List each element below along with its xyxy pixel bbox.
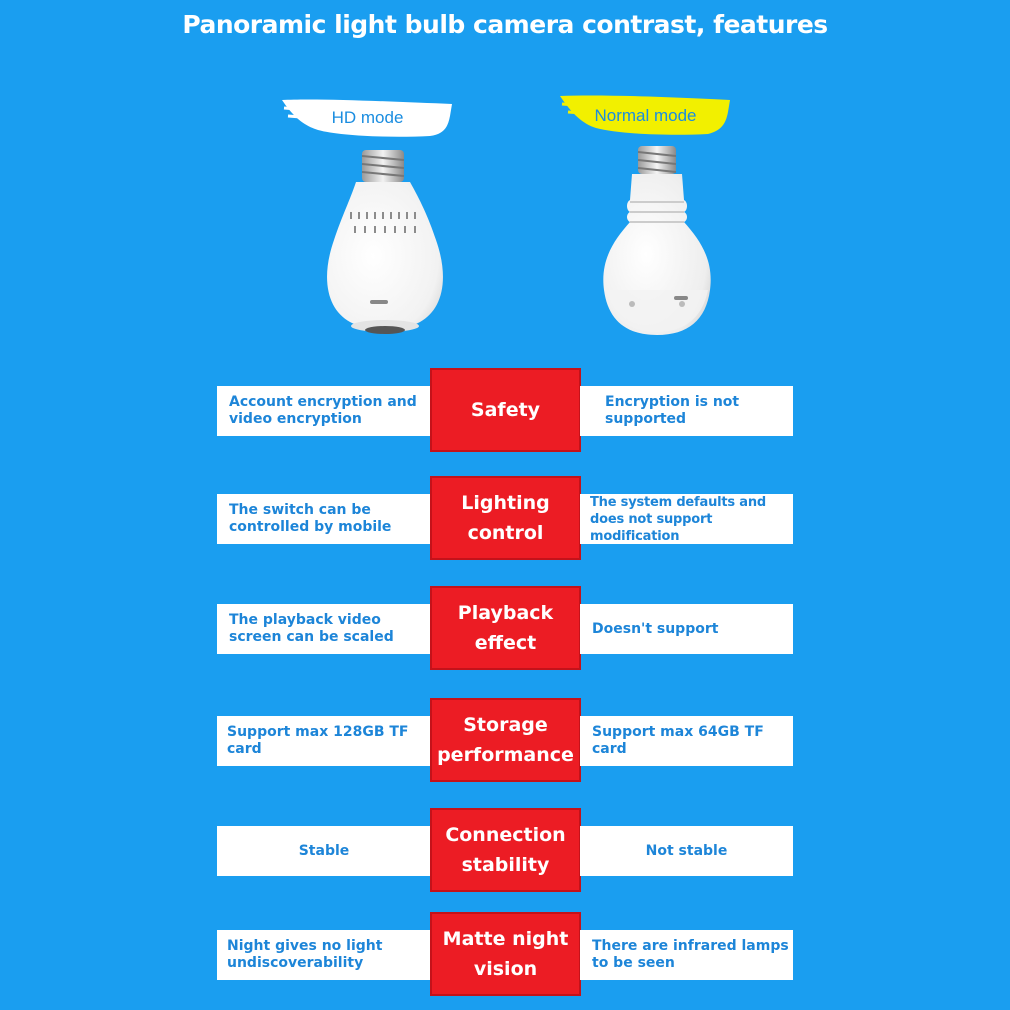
normal-mode-text: Normal mode [594, 106, 697, 125]
feature-label-box [430, 808, 581, 892]
normal-value-cell: There are infrared lamps to be seen [580, 930, 793, 980]
normal-value-cell: The system defaults and does not support modification [580, 494, 793, 544]
hd-mode-label [280, 96, 455, 140]
normal-value-cell: Doesn't support [580, 604, 793, 654]
feature-label-box [430, 912, 581, 996]
feature-label: Safety [470, 399, 541, 421]
feature-label-box [430, 586, 581, 670]
feature-label-box [430, 698, 581, 782]
hd-value-cell: The playback video screen can be scaled [217, 604, 431, 654]
feature-label: Connection stability [445, 824, 566, 876]
normal-value-cell: Not stable [580, 826, 793, 876]
feature-label: Playback effect [457, 602, 554, 654]
hd-mode-text: HD mode [331, 108, 404, 127]
feature-label-box [430, 476, 581, 560]
hd-value-cell: Account encryption and video encryption [217, 386, 431, 436]
feature-label: Storage performance [437, 714, 574, 766]
normal-mode-label [558, 94, 733, 138]
hd-value-cell: Stable [217, 826, 431, 876]
normal-bulb-image [592, 140, 722, 340]
hd-value-cell: The switch can be controlled by mobile [217, 494, 431, 544]
hd-value-cell: Night gives no light undiscoverability [217, 930, 431, 980]
normal-value-cell: Support max 64GB TF card [580, 716, 793, 766]
feature-label: Matte night vision [442, 928, 569, 980]
normal-value-cell: Encryption is not supported [580, 386, 793, 436]
hd-bulb-image [310, 140, 460, 340]
hd-value-cell: Support max 128GB TF card [217, 716, 431, 766]
feature-label: Lighting control [461, 492, 550, 544]
page-title: Panoramic light bulb camera contrast, features [182, 10, 828, 39]
feature-label-box [430, 368, 581, 452]
